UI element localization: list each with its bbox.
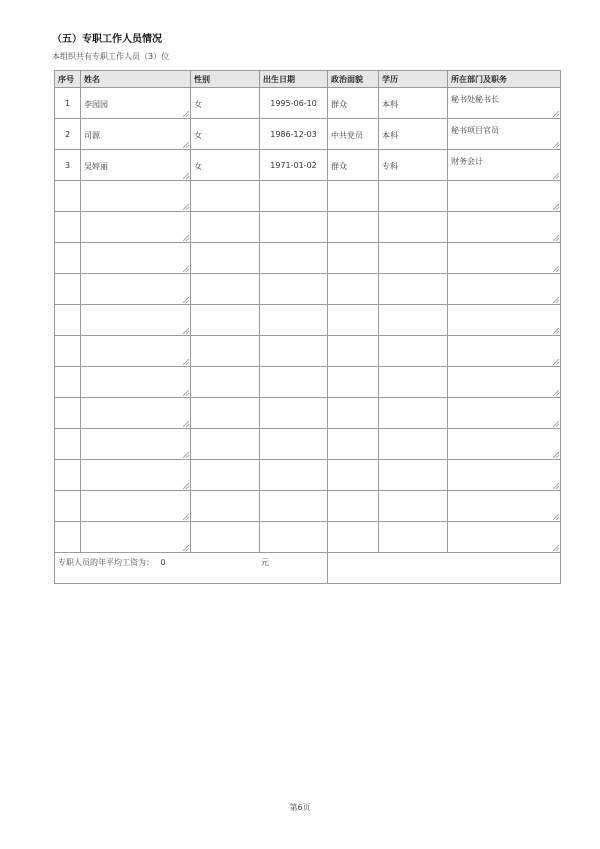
cell-education <box>379 367 448 398</box>
cell-education <box>379 274 448 305</box>
cell-political <box>328 429 379 460</box>
cell-political <box>328 460 379 491</box>
position-field[interactable] <box>448 491 561 522</box>
cell-dob <box>260 243 328 274</box>
section-title: （五）专职工作人员情况 <box>52 34 162 45</box>
resize-handle-icon[interactable] <box>183 173 189 179</box>
cell-no: 2 <box>55 119 81 150</box>
position-field[interactable] <box>448 367 561 398</box>
cell-no: 3 <box>55 150 81 181</box>
cell-political <box>328 181 379 212</box>
salary-row <box>55 553 561 584</box>
name-field[interactable] <box>81 212 191 243</box>
cell-no <box>55 305 81 336</box>
cell-dob <box>260 367 328 398</box>
resize-handle-icon[interactable] <box>183 545 189 551</box>
table-row-empty <box>55 305 561 336</box>
table-row-empty <box>55 367 561 398</box>
resize-handle-icon[interactable] <box>183 421 189 427</box>
resize-handle-icon[interactable] <box>183 111 189 117</box>
position-field[interactable]: 财务会计 <box>448 150 561 181</box>
cell-gender <box>191 274 260 305</box>
cell-education <box>379 305 448 336</box>
cell-political <box>328 367 379 398</box>
name-field[interactable] <box>81 398 191 429</box>
table-row <box>55 88 561 119</box>
cell-education <box>379 491 448 522</box>
name-field[interactable] <box>81 181 191 212</box>
cell-gender <box>191 429 260 460</box>
col-header-dob: 出生日期 <box>260 71 328 88</box>
table-row-empty <box>55 336 561 367</box>
col-header-no: 序号 <box>55 71 81 88</box>
resize-handle-icon[interactable] <box>553 483 559 489</box>
cell-political: 中共党员 <box>328 119 379 150</box>
cell-political <box>328 398 379 429</box>
resize-handle-icon[interactable] <box>553 421 559 427</box>
position-field[interactable] <box>448 522 561 553</box>
name-field[interactable] <box>81 274 191 305</box>
cell-gender: 女 <box>191 150 260 181</box>
col-header-political: 政治面貌 <box>328 71 379 88</box>
cell-education <box>379 429 448 460</box>
resize-handle-icon[interactable] <box>183 390 189 396</box>
cell-no <box>55 212 81 243</box>
resize-handle-icon[interactable] <box>553 297 559 303</box>
position-field[interactable] <box>448 181 561 212</box>
cell-dob <box>260 429 328 460</box>
cell-no <box>55 274 81 305</box>
cell-no <box>55 243 81 274</box>
resize-handle-icon[interactable] <box>553 173 559 179</box>
cell-dob <box>260 305 328 336</box>
cell-no <box>55 429 81 460</box>
col-header-position: 所在部门及职务 <box>448 71 561 88</box>
cell-dob <box>260 212 328 243</box>
name-field[interactable] <box>81 460 191 491</box>
cell-dob <box>260 522 328 553</box>
cell-no <box>55 336 81 367</box>
table-row <box>55 119 561 150</box>
name-field[interactable]: 吴婷丽 <box>81 150 191 181</box>
resize-handle-icon[interactable] <box>553 328 559 334</box>
table-row <box>55 150 561 181</box>
cell-education <box>379 522 448 553</box>
position-field[interactable] <box>448 460 561 491</box>
position-field[interactable] <box>448 212 561 243</box>
resize-handle-icon[interactable] <box>553 545 559 551</box>
cell-education <box>379 336 448 367</box>
cell-no <box>55 398 81 429</box>
cell-political <box>328 491 379 522</box>
resize-handle-icon[interactable] <box>183 204 189 210</box>
cell-education: 本科 <box>379 88 448 119</box>
cell-education <box>379 398 448 429</box>
resize-handle-icon[interactable] <box>553 204 559 210</box>
staff-table <box>54 70 561 584</box>
cell-dob <box>260 398 328 429</box>
resize-handle-icon[interactable] <box>183 142 189 148</box>
name-field[interactable] <box>81 522 191 553</box>
cell-political <box>328 336 379 367</box>
cell-political: 群众 <box>328 150 379 181</box>
table-row-empty <box>55 460 561 491</box>
table-row-empty <box>55 398 561 429</box>
table-row-empty <box>55 522 561 553</box>
salary-label: 专职人员的年平均工资为： <box>58 558 154 567</box>
cell-dob <box>260 181 328 212</box>
cell-gender <box>191 181 260 212</box>
cell-gender <box>191 336 260 367</box>
cell-gender <box>191 212 260 243</box>
cell-no <box>55 460 81 491</box>
resize-handle-icon[interactable] <box>183 483 189 489</box>
resize-handle-icon[interactable] <box>553 111 559 117</box>
name-field[interactable] <box>81 305 191 336</box>
name-field[interactable]: 司源 <box>81 119 191 150</box>
cell-dob <box>260 460 328 491</box>
table-row-empty <box>55 491 561 522</box>
cell-gender <box>191 243 260 274</box>
cell-gender <box>191 305 260 336</box>
cell-no <box>55 522 81 553</box>
cell-education <box>379 181 448 212</box>
resize-handle-icon[interactable] <box>183 266 189 272</box>
position-field[interactable]: 秘书处秘书长 <box>448 88 561 119</box>
position-field[interactable] <box>448 305 561 336</box>
cell-dob: 1986-12-03 <box>260 119 328 150</box>
cell-political <box>328 243 379 274</box>
resize-handle-icon[interactable] <box>183 235 189 241</box>
cell-dob <box>260 274 328 305</box>
col-header-gender: 性别 <box>191 71 260 88</box>
salary-unit: 元 <box>261 558 269 567</box>
page-number: 第6页 <box>289 803 311 812</box>
resize-handle-icon[interactable] <box>553 390 559 396</box>
name-field[interactable] <box>81 491 191 522</box>
name-field[interactable] <box>81 429 191 460</box>
table-header-row <box>55 71 561 88</box>
salary-unit-cell <box>261 553 561 584</box>
resize-handle-icon[interactable] <box>183 328 189 334</box>
cell-gender <box>191 367 260 398</box>
table-row-empty <box>55 243 561 274</box>
cell-gender <box>191 491 260 522</box>
table-row-empty <box>55 181 561 212</box>
cell-gender <box>191 522 260 553</box>
cell-gender: 女 <box>191 88 260 119</box>
cell-political <box>328 274 379 305</box>
resize-handle-icon[interactable] <box>553 142 559 148</box>
resize-handle-icon[interactable] <box>553 266 559 272</box>
cell-education <box>379 212 448 243</box>
name-field[interactable]: 李园园 <box>81 88 191 119</box>
name-field[interactable] <box>81 336 191 367</box>
cell-no <box>55 181 81 212</box>
cell-no <box>55 367 81 398</box>
cell-gender: 女 <box>191 119 260 150</box>
col-header-name: 姓名 <box>81 71 191 88</box>
cell-dob: 1995-06-10 <box>260 88 328 119</box>
cell-gender <box>191 398 260 429</box>
cell-education <box>379 243 448 274</box>
cell-political <box>328 305 379 336</box>
cell-political: 群众 <box>328 88 379 119</box>
resize-handle-icon[interactable] <box>183 359 189 365</box>
staff-count-text: 本组织共有专职工作人员（3）位 <box>52 52 170 61</box>
resize-handle-icon[interactable] <box>183 514 189 520</box>
name-field[interactable] <box>81 367 191 398</box>
resize-handle-icon[interactable] <box>183 452 189 458</box>
cell-gender <box>191 460 260 491</box>
position-field[interactable]: 秘书项目官员 <box>448 119 561 150</box>
resize-handle-icon[interactable] <box>553 452 559 458</box>
cell-dob <box>260 491 328 522</box>
col-header-education: 学历 <box>379 71 448 88</box>
resize-handle-icon[interactable] <box>183 297 189 303</box>
cell-no: 1 <box>55 88 81 119</box>
table-row-empty <box>55 274 561 305</box>
resize-handle-icon[interactable] <box>553 359 559 365</box>
resize-handle-icon[interactable] <box>553 514 559 520</box>
cell-political <box>328 212 379 243</box>
name-field[interactable] <box>81 243 191 274</box>
cell-dob <box>260 336 328 367</box>
position-field[interactable] <box>448 243 561 274</box>
position-field[interactable] <box>448 398 561 429</box>
cell-education: 专科 <box>379 150 448 181</box>
table-row-empty <box>55 212 561 243</box>
resize-handle-icon[interactable] <box>553 235 559 241</box>
salary-value: 0 <box>160 558 166 567</box>
cell-education <box>379 460 448 491</box>
position-field[interactable] <box>448 429 561 460</box>
position-field[interactable] <box>448 274 561 305</box>
cell-no <box>55 491 81 522</box>
cell-dob: 1971-01-02 <box>260 150 328 181</box>
cell-education: 本科 <box>379 119 448 150</box>
table-row-empty <box>55 429 561 460</box>
cell-political <box>328 522 379 553</box>
position-field[interactable] <box>448 336 561 367</box>
